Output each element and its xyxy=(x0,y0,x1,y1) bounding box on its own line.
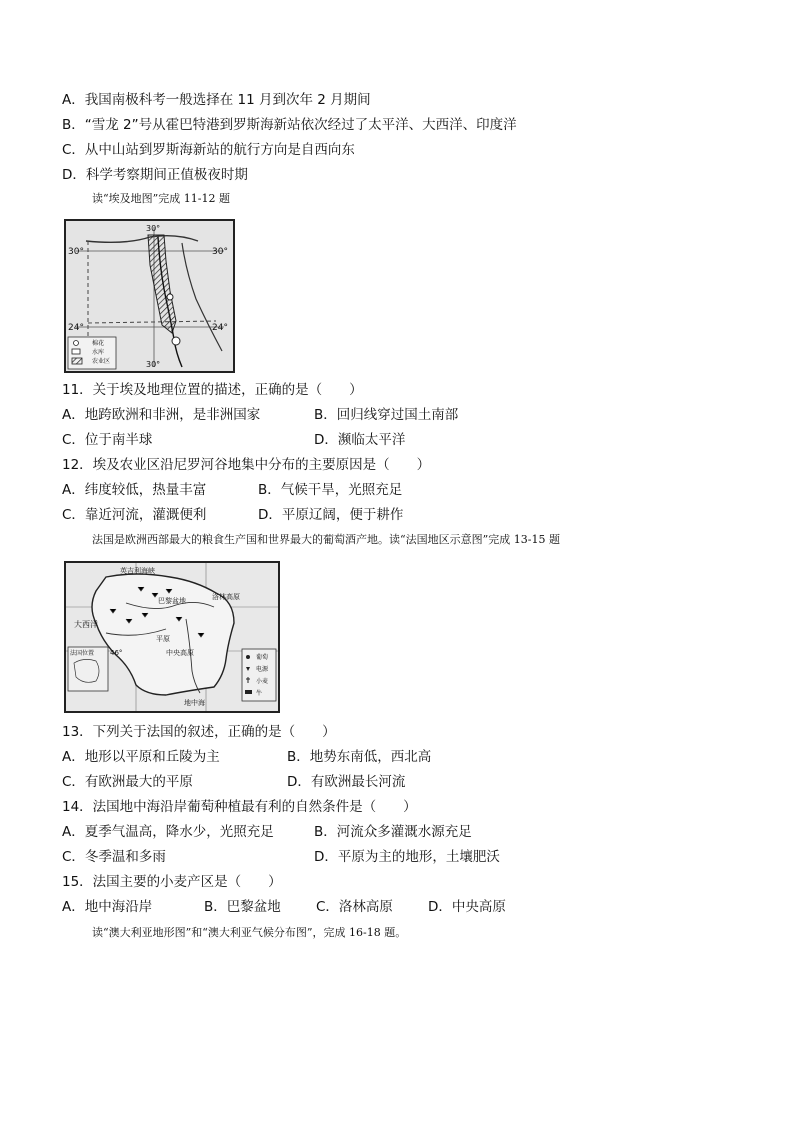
france-label-ocean: 大西洋 xyxy=(74,620,98,629)
egypt-map-figure xyxy=(66,221,233,371)
q10-option-c: C．从中山站到罗斯海新站的航行方向是自西向东 xyxy=(62,142,355,158)
france-label-plain: 平原 xyxy=(156,635,170,643)
q13-option-b: B．地势东南低，西北高 xyxy=(287,749,432,765)
france-label-sea: 地中海 xyxy=(184,699,205,707)
q13-option-d: D．有欧洲最长河流 xyxy=(287,774,406,790)
france-label-top: 英吉利海峡 xyxy=(120,567,155,575)
france-map-figure xyxy=(66,563,278,711)
reservoir-icon xyxy=(72,349,80,354)
egypt-legend-reservoir: 水库 xyxy=(92,349,105,356)
q12-option-b: B．气候干旱，光照充足 xyxy=(258,482,403,498)
q10-option-a: A．我国南极科考一般选择在 11 月到次年 2 月期间 xyxy=(62,92,371,108)
egypt-legend-cotton: 棉花 xyxy=(92,340,105,347)
q11-option-d: D．濒临太平洋 xyxy=(314,432,406,448)
agri-area-icon xyxy=(72,358,82,364)
q15-option-c: C．洛林高原 xyxy=(316,899,393,915)
egypt-legend-agri: 农业区 xyxy=(92,358,111,365)
egypt-lon30-top: 30° xyxy=(146,224,161,233)
egypt-lon30-bottom: 30° xyxy=(146,360,161,369)
france-label-central: 中央高原 xyxy=(166,649,194,657)
q14-option-d: D．平原为主的地形，土壤肥沃 xyxy=(314,849,500,865)
egypt-map-caption: 读“埃及地图”完成 11-12 题 xyxy=(92,192,230,205)
france-legend-grape: 葡萄 xyxy=(256,654,269,661)
egypt-lat30-right: 30° xyxy=(212,247,228,257)
q11-option-a: A．地跨欧洲和非洲，是非洲国家 xyxy=(62,407,261,423)
q15-stem: 15．法国主要的小麦产区是（ ） xyxy=(62,874,282,890)
egypt-lat24-right: 24° xyxy=(212,323,228,333)
grape-icon xyxy=(246,655,250,659)
france-legend-cattle: 牛 xyxy=(256,690,263,697)
cotton-icon xyxy=(74,341,79,346)
egypt-lat30-left: 30° xyxy=(68,247,84,257)
q11-option-c: C．位于南半球 xyxy=(62,432,153,448)
france-label-lorraine: 洛林高原 xyxy=(212,593,240,601)
france-legend-power: 电源 xyxy=(256,666,269,673)
q14-option-b: B．河流众多灌溉水源充足 xyxy=(314,824,472,840)
q14-stem: 14．法国地中海沿岸葡萄种植最有利的自然条件是（ ） xyxy=(62,799,417,815)
france-label-lat46: 46° xyxy=(110,649,123,657)
q12-option-d: D．平原辽阔，便于耕作 xyxy=(258,507,404,523)
q14-option-c: C．冬季温和多雨 xyxy=(62,849,166,865)
q11-option-b: B．回归线穿过国土南部 xyxy=(314,407,459,423)
france-map xyxy=(64,561,280,713)
q12-stem: 12．埃及农业区沿尼罗河谷地集中分布的主要原因是（ ） xyxy=(62,457,431,473)
egypt-lat24-left: 24° xyxy=(68,323,84,333)
q13-option-a: A．地形以平原和丘陵为主 xyxy=(62,749,220,765)
q10-option-b: B．“雪龙 2”号从霍巴特港到罗斯海新站依次经过了太平洋、大西洋、印度洋 xyxy=(62,117,517,133)
q13-stem: 13．下列关于法国的叙述，正确的是（ ） xyxy=(62,724,336,740)
france-label-inset: 法国位置 xyxy=(70,650,95,657)
cattle-icon xyxy=(245,690,252,694)
q15-option-a: A．地中海沿岸 xyxy=(62,899,153,915)
q10-option-d: D．科学考察期间正值极夜时期 xyxy=(62,167,248,183)
q12-option-c: C．靠近河流，灌溉便利 xyxy=(62,507,207,523)
france-map-caption: 法国是欧洲西部最大的粮食生产国和世界最大的葡萄酒产地。读“法国地区示意图”完成 13-15 题 xyxy=(92,533,560,546)
q14-option-a: A．夏季气温高，降水少，光照充足 xyxy=(62,824,274,840)
france-label-basin: 巴黎盆地 xyxy=(158,597,186,605)
q11-stem: 11．关于埃及地理位置的描述，正确的是（ ） xyxy=(62,382,363,398)
q15-option-d: D．中央高原 xyxy=(428,899,506,915)
australia-map-caption: 读“澳大利亚地形图”和“澳大利亚气候分布图”，完成 16-18 题。 xyxy=(92,926,407,939)
q13-option-c: C．有欧洲最大的平原 xyxy=(62,774,193,790)
egypt-map xyxy=(64,219,235,373)
france-legend-wheat: 小麦 xyxy=(256,678,269,685)
q15-option-b: B．巴黎盆地 xyxy=(204,899,281,915)
q12-option-a: A．纬度较低，热量丰富 xyxy=(62,482,207,498)
